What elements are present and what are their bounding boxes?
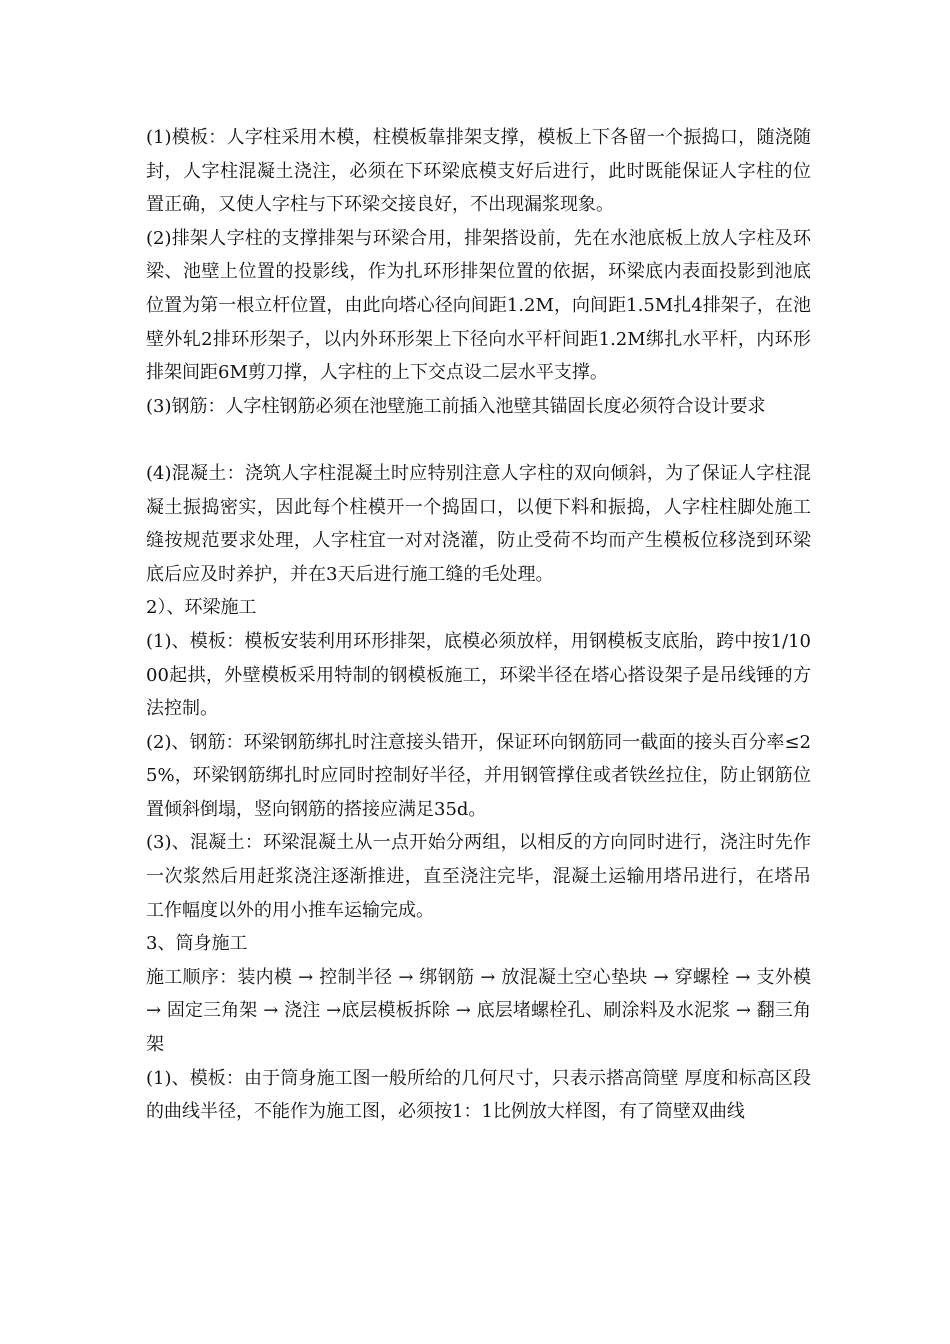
paragraph-construction-sequence: 施工顺序：装内模 → 控制半径 → 绑钢筋 → 放混凝土空心垫块 → 穿螺栓 → 支外模 → 固定三角架 → 浇注 →底层模板拆除 → 底层堵螺栓孔、刷涂料及水泥浆 → 翻三角架 [146, 966, 811, 1056]
paragraph-ring-beam-concrete: (3)、混凝土：环梁混凝土从一点开始分两组，以相反的方向同时进行，浇注时先作一次浆然后用赶浆浇注逐渐推进，直至浇注完毕，混凝土运输用塔吊进行，在塔吊工作幅度以外的用小推车运输完成。 [146, 832, 811, 921]
document-body [146, 121, 811, 1129]
paragraph-ring-beam-rebar: (2)、钢筋：环梁钢筋绑扎时注意接头错开，保证环向钢筋同一截面的接头百分率≤25%，环梁钢筋绑扎时应同时控制好半径，并用钢管撑住或者铁丝拉住，防止钢筋位置倾斜倒塌，竖向钢筋的搭接应满足35d。 [146, 731, 811, 820]
heading-ring-beam: 2）、环梁施工 [146, 597, 257, 619]
paragraph-ring-beam-formwork: (1)、模板：模板安装利用环形排架，底模必须放样，用钢模板支底胎，跨中按1/1000起拱，外壁模板采用特制的钢模板施工，环梁半径在塔心搭设架子是吊线锤的方法控制。 [146, 630, 811, 720]
paragraph-column-formwork: (1)模板：人字柱采用木模，柱模板靠排架支撑，模板上下各留一个振捣口，随浇随封，人字柱混凝土浇注，必须在下环梁底模支好后进行，此时既能保证人字柱的位置正确，又使人字柱与下环梁交接良好，不出现漏浆现象。 [146, 127, 811, 216]
paragraph-scaffold-support: (2)排架人字柱的支撑排架与环梁合用，排架搭设前，先在水池底板上放人字柱及环梁、池壁上位置的投影线，作为扎环形排架位置的依据，环梁底内表面投影到池底位置为第一根立杆位置，由此向塔心径向间距1.2M，向间距1.5M扎4排架子，在池壁外轧2排环形架子，以内外环形架上下径向水平杆间距1.2M绑扎水平杆，内环形排架间距6M剪刀撑，人字柱的上下交点设二层水平支撑。 [146, 227, 811, 384]
paragraph-shell-formwork: (1)、模板：由于筒身施工图一般所给的几何尺寸，只表示搭高筒壁 厚度和标高区段的曲线半径，不能作为施工图，必须按1：1比例放大样图，有了筒壁双曲线 [146, 1067, 811, 1123]
paragraph-column-rebar: (3)钢筋：人字柱钢筋必须在池壁施工前插入池壁其锚固长度必须符合设计要求 [146, 395, 766, 417]
blank-line [146, 423, 811, 457]
paragraph-column-concrete: (4)混凝土：浇筑人字柱混凝土时应特别注意人字柱的双向倾斜，为了保证人字柱混凝土振捣密实，因此每个柱模开一个捣固口，以便下料和振捣，人字柱柱脚处施工缝按规范要求处理，人字柱宜一对对浇灌，防止受荷不均而产生模板位移浇到环梁底后应及时养护，并在3天后进行施工缝的毛处理。 [146, 462, 811, 585]
heading-shell-construction: 3、筒身施工 [146, 933, 248, 955]
